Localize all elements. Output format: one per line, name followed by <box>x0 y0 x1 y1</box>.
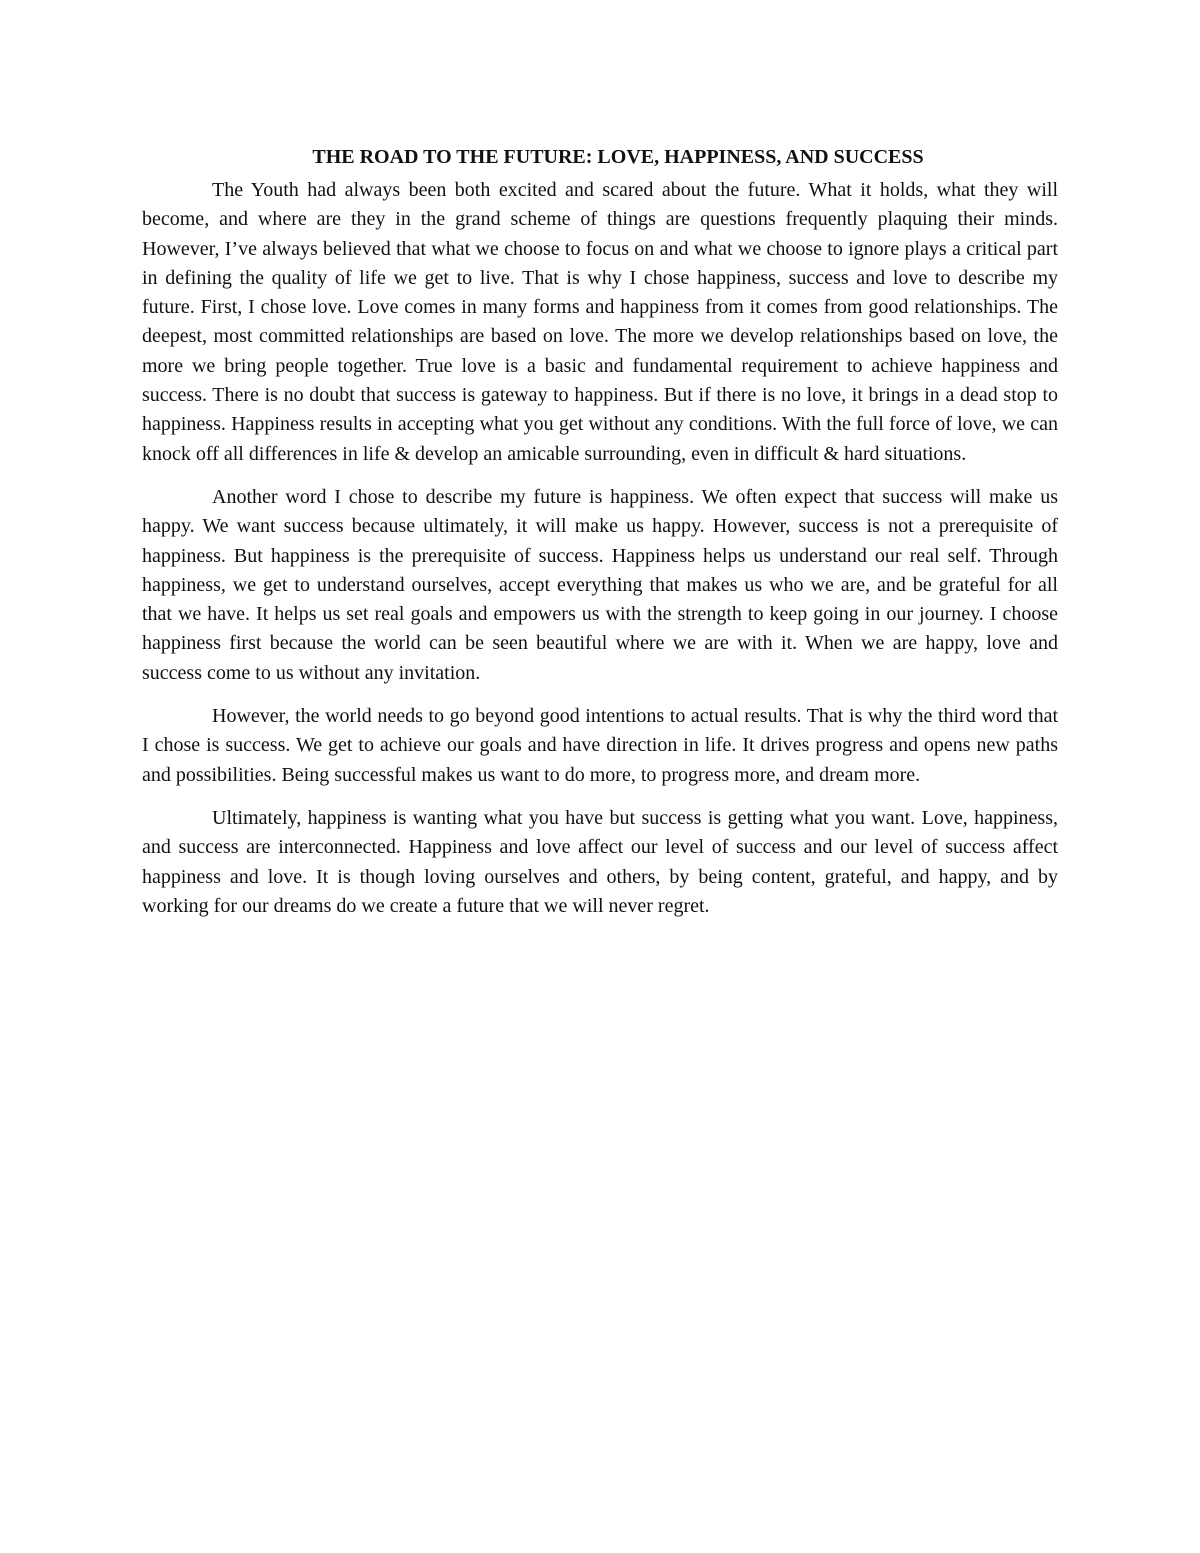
document-title: THE ROAD TO THE FUTURE: LOVE, HAPPINESS, AND SUCCESS <box>312 146 924 168</box>
paragraph-happiness: Another word I chose to describe my future is happiness. We often expect that success will make us happy. We want success because ultimately, it will make us happy. However, success is not a prerequisite of happiness. But happiness is the prerequisite of success. Happiness helps us understand our real self. Through happiness, we get to understand ourselves, accept everything that makes us who we are, and be grateful for all that we have. It helps us set real goals and empowers us with the strength to keep going in our journey. I choose happiness first because the world can be seen beautiful where we are with it. When we are happy, love and success come to us without any invitation. <box>142 485 1058 684</box>
document-body <box>142 142 1058 935</box>
paragraph-success: However, the world needs to go beyond good intentions to actual results. That is why the third word that I chose is success. We get to achieve our goals and have direction in life. It drives progress and opens new paths and possibilities. Being successful makes us want to do more, to progress more, and dream more. <box>142 705 1058 786</box>
paragraph-love: The Youth had always been both excited and scared about the future. What it holds, what they will become, and where are they in the grand scheme of things are questions frequently plaquing their minds. However, I’ve always believed that what we choose to focus on and what we choose to ignore plays a critical part in defining the quality of life we get to live. That is why I chose happiness, success and love to describe my future. First, I chose love. Love comes in many forms and happiness from it comes from good relationships. The deepest, most committed relationships are based on love. The more we develop relationships based on love, the more we bring people together. True love is a basic and fundamental requirement to achieve happiness and success. There is no doubt that success is gateway to happiness. But if there is no love, it brings in a dead stop to happiness. Happiness results in accepting what you get without any conditions. With the full force of love, we can knock off all differences in life & develop an amicable surrounding, even in difficult & hard situations. <box>142 179 1058 465</box>
paragraph-conclusion: Ultimately, happiness is wanting what you have but success is getting what you want. Love, happiness, and success are interconnected. Happiness and love affect our level of success and our level of success affect happiness and love. It is though loving ourselves and others, by being content, grateful, and happy, and by working for our dreams do we create a future that we will never regret. <box>142 806 1058 917</box>
